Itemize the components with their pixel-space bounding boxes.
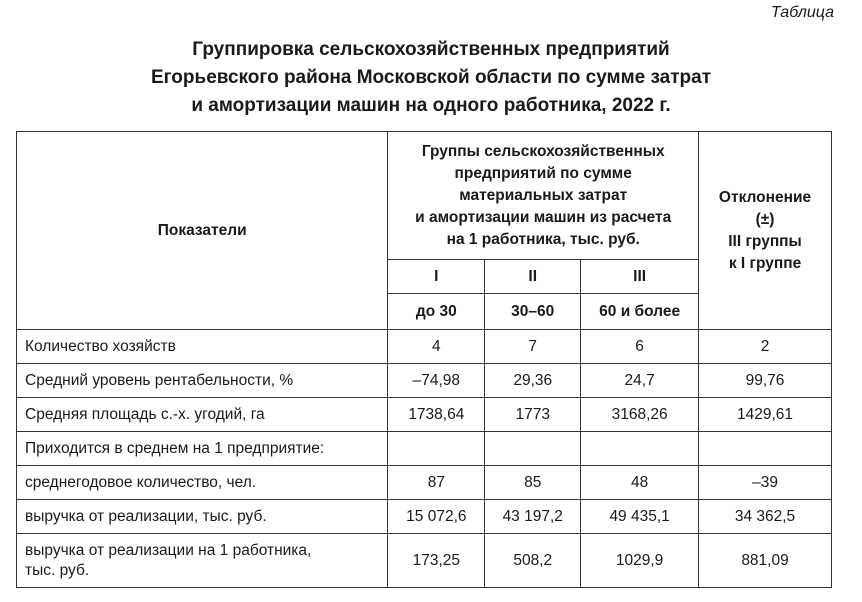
table-row [17,364,832,398]
header-group-number: III [581,260,699,294]
row-label: среднегодовое количество, чел. [17,466,388,500]
row-label: Количество хозяйств [17,330,388,364]
header-group-range: 30–60 [485,294,581,330]
header-group-range: до 30 [388,294,485,330]
row-label-line: тыс. руб. [25,561,90,579]
row-label: выручка от реализации, тыс. руб. [17,500,388,534]
cell-value [699,432,832,466]
header-deviation [699,132,832,330]
table-row [17,500,832,534]
cell-value: –39 [699,466,832,500]
header-deviation-line: (±) [755,210,775,228]
cell-value: 49 435,1 [581,500,699,534]
table-row [17,398,832,432]
row-label: Средний уровень рентабельности, % [17,364,388,398]
cell-value [485,432,581,466]
header-group-range: 60 и более [581,294,699,330]
header-groups-line: и амортизации машин из расчета [415,208,672,226]
header-groups-line: материальных затрат [459,186,628,204]
document-title [0,36,862,120]
cell-value: 3168,26 [581,398,699,432]
cell-value: 85 [485,466,581,500]
header-groups-line: Группы сельскохозяйственных [421,142,665,160]
row-label [17,534,388,588]
header-groups [388,132,699,260]
header-deviation-line: Отклонение [718,188,812,206]
cell-value: 6 [581,330,699,364]
row-label: Приходится в среднем на 1 предприятие: [17,432,388,466]
cell-value: 7 [485,330,581,364]
table-row [17,534,832,588]
header-group-number: I [388,260,485,294]
cell-value: 43 197,2 [485,500,581,534]
cell-value: 173,25 [388,534,485,588]
cell-value: 1738,64 [388,398,485,432]
cell-value: 4 [388,330,485,364]
row-label-line: выручка от реализации на 1 работника, [25,541,312,559]
header-indicators: Показатели [17,132,388,330]
table-row [17,330,832,364]
table-row [17,466,832,500]
title-line-1: Группировка сельскохозяйственных предприятий [192,39,670,60]
row-label: Средняя площадь с.-х. угодий, га [17,398,388,432]
title-line-2: Егорьевского района Московской области по сумме затрат [150,67,712,88]
cell-value: –74,98 [388,364,485,398]
header-groups-line: предприятий по сумме [454,164,632,182]
header-group-number: II [485,260,581,294]
title-line-3: и амортизации машин на одного работника, 2022 г. [191,95,671,116]
cell-value [388,432,485,466]
header-groups-line: на 1 работника, тыс. руб. [446,230,640,248]
header-deviation-line: III группы [728,232,802,250]
cell-value: 508,2 [485,534,581,588]
header-deviation-line: к I группе [728,254,802,272]
table-caption: Таблица [770,4,834,21]
cell-value: 99,76 [699,364,832,398]
cell-value: 15 072,6 [388,500,485,534]
cell-value: 1429,61 [699,398,832,432]
cell-value: 2 [699,330,832,364]
cell-value: 1029,9 [581,534,699,588]
cell-value: 48 [581,466,699,500]
table-row [17,432,832,466]
cell-value: 881,09 [699,534,832,588]
cell-value [581,432,699,466]
cell-value: 87 [388,466,485,500]
cell-value: 29,36 [485,364,581,398]
cell-value: 34 362,5 [699,500,832,534]
cell-value: 24,7 [581,364,699,398]
grouping-table [16,131,832,588]
cell-value: 1773 [485,398,581,432]
